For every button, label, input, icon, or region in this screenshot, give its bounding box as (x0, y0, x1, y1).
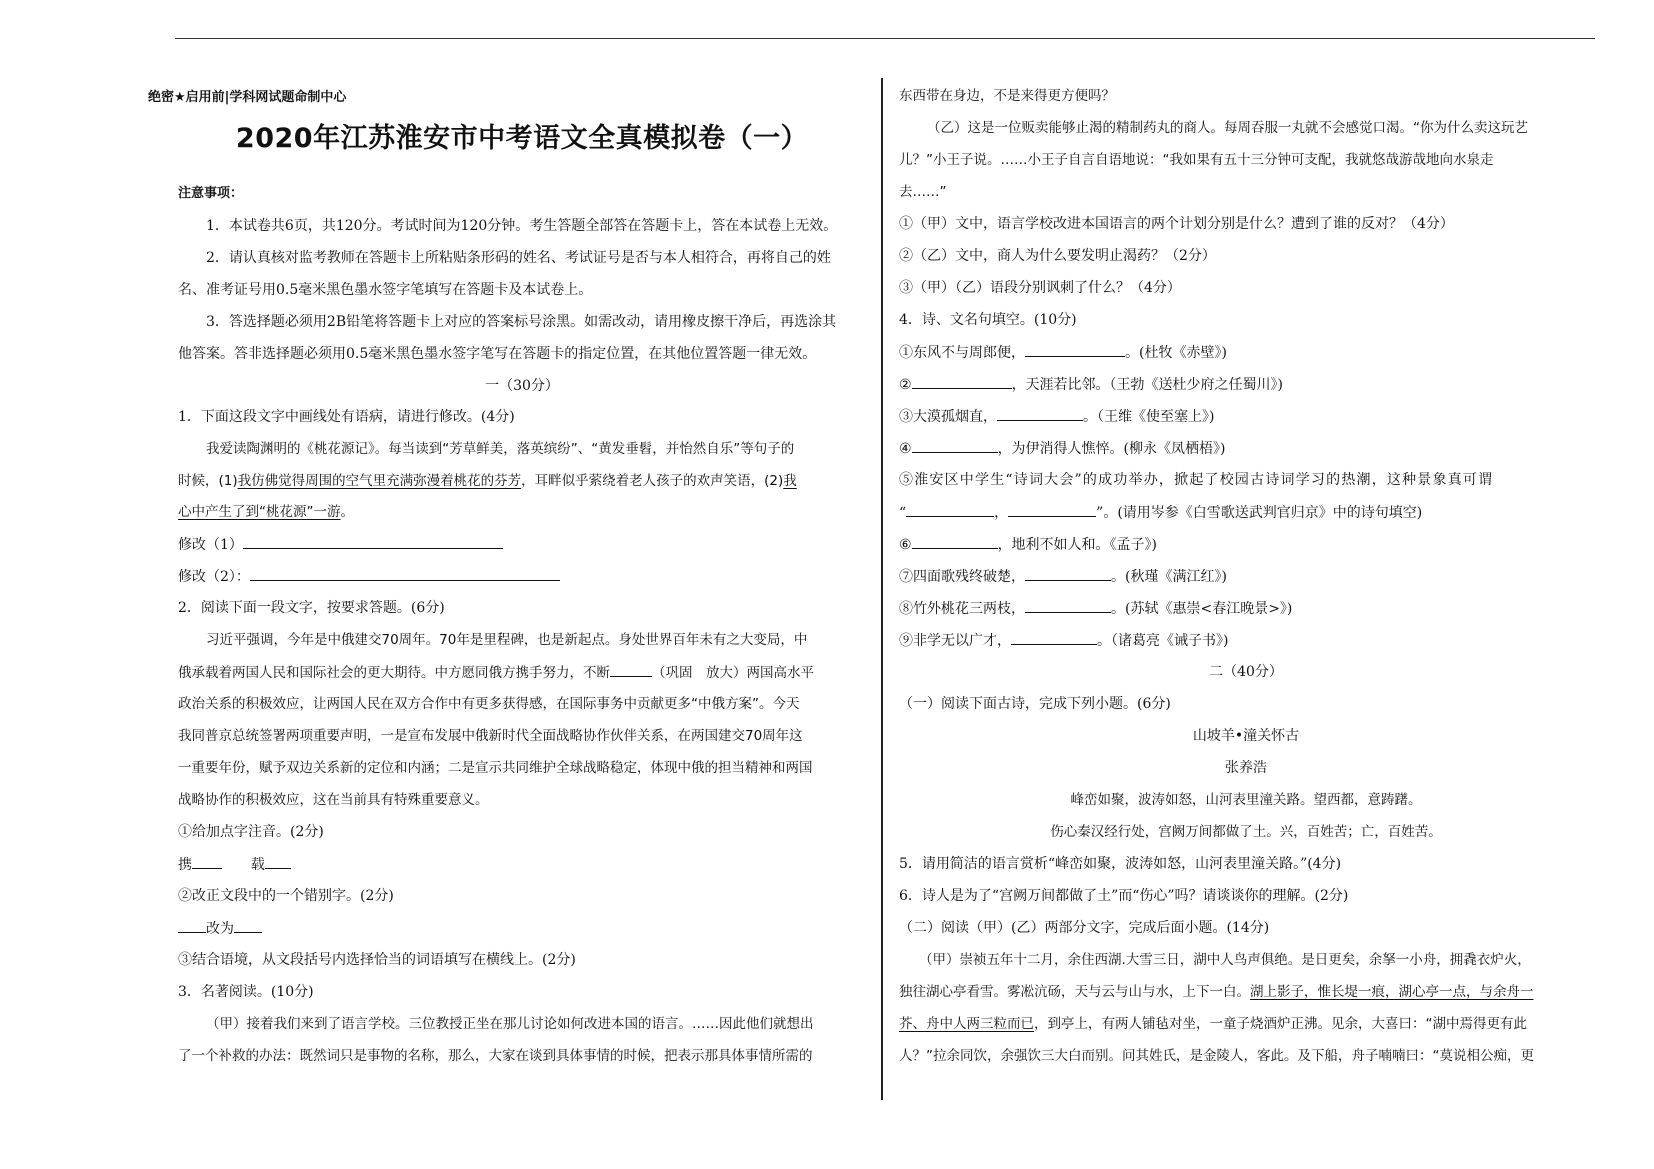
fill-7 (899, 566, 1227, 587)
q1-underline-1: 我仿佛觉得周围的空气里充满弥漫着桃花的芬芳 (237, 473, 522, 489)
q1-passage-2b: ，耳畔似乎萦绕着老人孩子的欢声笑语，(2) (521, 473, 784, 489)
fix-1-label: 修改（1） (178, 537, 243, 553)
pinyin-2-label: 载 (250, 857, 265, 873)
q1-underline-2b: 心中产生了到“桃花源”一游 (178, 504, 341, 520)
typo-wrong-blank[interactable] (178, 918, 206, 933)
question-5: 5．请用简洁的语言赏析“峰峦如聚，波涛如怒，山河表里潼关路。”(4分) (899, 856, 1342, 872)
q1-passage-1: 我爱读陶渊明的《桃花源记》。每当读到“芳草鲜美，落英缤纷”、“黄发垂髫，并怡然自乐”等句子的 (206, 441, 795, 457)
fix-2-row (178, 566, 560, 587)
fill-2-source: ，天涯若比邻。（王勃《送杜少府之任蜀川》) (1011, 377, 1284, 393)
q3-passage-1: （甲）接着我们来到了语言学校。三位教授正坐在那儿讨论如何改进本国的语言。……因此他们就想出 (206, 1016, 814, 1032)
fill-7-blank[interactable] (1025, 566, 1111, 581)
fill-1-blank[interactable] (1025, 342, 1125, 357)
r-passage-4: 去……” (899, 184, 947, 200)
fix-2-label: 修改（2）： (178, 569, 250, 585)
section-1-heading: 一（30分） (485, 378, 559, 394)
question-4: 4．诗、文名句填空。(10分) (899, 312, 1077, 328)
q2-sub-2: ②改正文段中的一个错别字。(2分) (178, 888, 394, 904)
fill-8-source: 。(苏轼《惠崇<春江晚景>》) (1111, 601, 1293, 617)
group-2-heading: （二）阅读（甲）(乙）两部分文字，完成后面小题。(14分) (899, 920, 1270, 936)
fill-8-blank[interactable] (1025, 598, 1111, 613)
text-passage-1: （甲）崇祯五年十二月，余住西湖.大雪三日，湖中人鸟声俱绝。是日更矣，余拏一小舟，拥毳衣炉火， (919, 952, 1531, 968)
q1-passage-3 (178, 502, 354, 522)
fill-5a: ⑤淮安区中学生“诗词大会”的成功举办，掀起了校园古诗词学习的热潮，这种景象真可谓 (899, 472, 1494, 488)
q2-passage-2a: 俄承载着两国人民和国际社会的更大期待。中方愿同俄方携手努力，不断 (178, 665, 610, 681)
poem-line-2: 伤心秦汉经行处，宫阙万间都做了土。兴，百姓苦；亡，百姓苦。 (1050, 824, 1442, 840)
q2-passage-6: 战略协作的积极效应，这在当前具有特殊重要意义。 (178, 792, 489, 808)
fix-1-row (178, 534, 503, 555)
q2-passage-2 (178, 662, 814, 683)
top-rule (175, 38, 1595, 39)
fill-2-blank[interactable] (912, 374, 1012, 389)
fill-4 (899, 438, 1226, 459)
note-3b: 他答案。答非选择题必须用0.5毫米黑色墨水签字笔写在答题卡的指定位置，在其他位置答题一律无效。 (178, 346, 817, 362)
q3-sub-1: ①（甲）文中，语言学校改进本国语言的两个计划分别是什么？遭到了谁的反对？（4分） (899, 216, 1454, 232)
group-1-heading: （一）阅读下面古诗，完成下列小题。(6分) (899, 696, 1171, 712)
note-2a: 2．请认真核对监考教师在答题卡上所粘贴条形码的姓名、考试证号是否与本人相符合，再将自己的姓 (206, 250, 831, 266)
poem-author: 张养浩 (1225, 760, 1267, 776)
text-passage-3b: ，到亭上，有两人铺毡对坐，一童子烧酒炉正沸。见余，大喜曰：“湖中焉得更有此 (1034, 1016, 1527, 1032)
poem-line-1: 峰峦如聚，波涛如怒，山河表里潼关路。望西都，意踌躇。 (1070, 792, 1422, 808)
r-passage-1: 东西带在身边，不是来得更方便吗？ (899, 88, 1115, 104)
q1-passage-2a: 时候，(1) (178, 473, 238, 489)
fill-5-source: ”。(请用岑参《白雪歌送武判官归京》中的诗句填空) (1096, 505, 1423, 521)
fill-1-text: ①东风不与周郎便， (899, 345, 1025, 361)
pinyin-2-blank[interactable] (265, 854, 291, 869)
fix-1-blank[interactable] (243, 534, 503, 549)
q2-passage-2b: （巩固 放大）两国高水平 (652, 665, 814, 681)
notes-heading: 注意事项： (178, 186, 244, 201)
note-1: 1．本试卷共6页，共120分。考试时间为120分钟。考生答题全部答在答题卡上，答在本试卷上无效。 (206, 218, 838, 234)
fill-2-text: ② (899, 377, 912, 393)
fill-5-blank-2[interactable] (1008, 502, 1096, 517)
text-passage-3 (899, 1014, 1527, 1034)
text-passage-2 (899, 982, 1534, 1002)
exam-title: 2020年江苏淮安市中考语文全真模拟卷（一） (235, 123, 809, 154)
fill-9-source: 。（诸葛亮《诫子书》) (1097, 633, 1229, 649)
confidential-label: 绝密★启用前|学科网试题命制中心 (148, 90, 347, 105)
fill-2 (899, 374, 1283, 395)
q2-sub-1-answers (178, 854, 291, 875)
fill-6-blank[interactable] (912, 534, 998, 549)
note-2b: 名、准考证号用0.5毫米黑色墨水签字笔填写在答题卡及本试卷上。 (178, 282, 593, 298)
question-1: 1．下面这段文字中画线处有语病，请进行修改。(4分) (178, 409, 515, 425)
fix-2-blank[interactable] (250, 566, 560, 581)
question-6: 6．诗人是为了“宫阙万间都做了土”而“伤心”吗？请谈谈你的理解。(2分) (899, 888, 1349, 904)
r-passage-2: （乙）这是一位贩卖能够止渴的精制药丸的商人。每周吞服一丸就不会感觉口渴。“你为什么卖这玩艺 (927, 120, 1528, 136)
fill-4-text: ④ (899, 441, 912, 457)
text-underline-2: 芥、舟中人两三粒而已 (899, 1016, 1034, 1032)
fill-8-text: ⑧竹外桃花三两枝， (899, 601, 1025, 617)
typo-change-label: 改为 (206, 921, 234, 937)
question-2: 2．阅读下面一段文字，按要求答题。(6分) (178, 600, 445, 616)
fill-3-text: ③大漠孤烟直， (899, 409, 997, 425)
question-3: 3．名著阅读。(10分) (178, 984, 314, 1000)
q2-passage-1: 习近平强调，今年是中俄建交70周年。70年是里程碑，也是新起点。身处世界百年未有之大变局，中 (206, 632, 808, 648)
fill-6-source: ，地利不如人和。《孟子》) (997, 537, 1158, 553)
fill-5-blank-1[interactable] (906, 502, 994, 517)
q3-sub-2: ②（乙）文中，商人为什么要发明止渴药？（2分） (899, 248, 1216, 264)
fill-5-comma: ， (994, 505, 1009, 521)
text-underline-1: 湖上影子，惟长堤一痕，湖心亭一点，与余舟一 (1250, 984, 1534, 1000)
text-passage-2a: 独往湖心亭看雪。雾凇沆砀，天与云与山与水，上下一白。 (899, 984, 1250, 1000)
r-passage-3: 儿？”小王子说。……小王子自言自语地说：“我如果有五十三分钟可支配，我就悠哉游哉地向水泉走 (899, 152, 1494, 168)
q1-underline-2a: 我 (783, 473, 797, 489)
q2-sub-2-answer (178, 918, 262, 939)
fill-3 (899, 406, 1214, 427)
fill-6-text: ⑥ (899, 537, 912, 553)
pinyin-1-label: 携 (178, 857, 192, 873)
poem-title: 山坡羊•潼关怀古 (1192, 728, 1300, 744)
fill-7-source: 。(秋瑾《满江红》) (1111, 569, 1227, 585)
q2-sub-3: ③结合语境，从文段括号内选择恰当的词语填写在横线上。(2分) (178, 952, 576, 968)
fill-9-blank[interactable] (1011, 630, 1097, 645)
text-passage-4: 人？”拉余同饮，余强饮三大白而别。问其姓氏，是金陵人，客此。及下船，舟子喃喃曰：“莫说相公痴，更 (899, 1048, 1534, 1064)
column-divider (881, 78, 883, 1100)
fill-4-blank[interactable] (912, 438, 998, 453)
fill-7-text: ⑦四面歌残终破楚， (899, 569, 1025, 585)
note-3a: 3．答选择题必须用2B铅笔将答题卡上对应的答案标号涂黑。如需改动，请用橡皮擦干净后，再选涂其 (206, 314, 837, 330)
fill-5b (899, 502, 1422, 523)
fill-6 (899, 534, 1157, 555)
fill-5-open-quote: “ (899, 505, 907, 521)
q3-sub-3: ③（甲）（乙）语段分别讽刺了什么？（4分） (899, 280, 1181, 296)
fill-3-blank[interactable] (997, 406, 1083, 421)
fill-1 (899, 342, 1227, 363)
q2-passage-4: 我同普京总统签署两项重要声明，一是宣布发展中俄新时代全面战略协作伙伴关系，在两国建交70周年这 (178, 728, 803, 744)
q2-sub-1: ①给加点字注音。(2分) (178, 824, 324, 840)
typo-right-blank[interactable] (234, 918, 262, 933)
q1-passage-3b: 。 (340, 504, 354, 520)
section-2-heading: 二（40分） (1209, 664, 1283, 680)
q1-passage-2 (178, 471, 797, 491)
fill-9 (899, 630, 1228, 651)
fill-8 (899, 598, 1292, 619)
fill-1-source: 。(杜牧《赤壁》) (1125, 345, 1227, 361)
q2-word-blank[interactable] (610, 662, 652, 677)
fill-3-source: 。（王维《使至塞上》) (1083, 409, 1215, 425)
q2-passage-5: 一重要年份，赋予双边关系新的定位和内涵；二是宣示共同维护全球战略稳定，体现中俄的担当精神和两国 (178, 760, 813, 776)
fill-4-source: ，为伊消得人憔悴。(柳永《凤栖梧》) (997, 441, 1226, 457)
pinyin-1-blank[interactable] (192, 854, 222, 869)
q3-passage-2: 了一个补救的办法：既然词只是事物的名称，那么，大家在谈到具体事情的时候，把表示那具体事情所需的 (178, 1048, 813, 1064)
q2-passage-3: 政治关系的积极效应，让两国人民在双方合作中有更多获得感，在国际事务中贡献更多“中俄方案”。今天 (178, 696, 800, 712)
fill-9-text: ⑨非学无以广才， (899, 633, 1011, 649)
